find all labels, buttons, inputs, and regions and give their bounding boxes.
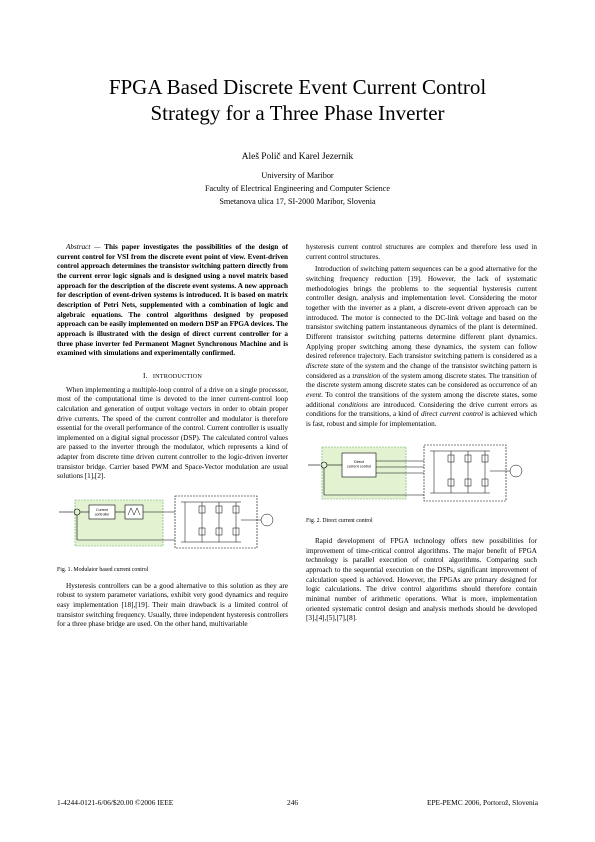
para1-text-e: are introduced. Considering the drive current errors as conditions for the transitions, a kind of: [306, 400, 538, 419]
intro-paragraph-2: Hysteresis controllers can be a good alternative to this solution as they are robust to system parameter variations, exhibit very good dynamics and require easy implementation [18],[19]. Their main drawback is a limited control of transistor switching frequency. Usually, three independent hysteresis controllers for a three phase bridge are used. On the other hand, multivariable: [57, 581, 288, 629]
figure-2: [306, 441, 537, 513]
para1-text-b: of the system and the change of the transistor switching pattern is considered as a: [306, 361, 538, 380]
abstract-label: Abstract —: [66, 243, 101, 251]
para1-term-conditions: conditions: [338, 400, 368, 409]
fig1-block-label: Current controller: [94, 508, 110, 517]
right-paragraph-2: Rapid development of FPGA technology offers new possibilities for improvement of time-critical control algorithms. The major benefit of FPGA technology is parallel execution of control algorithms. Comparing such approach to the sequential execution on the DSPs, significant improvement of calculation speed is achieved. However, the FPGAs are primary designed for logic calculations. The drive control algorithms should therefore contain minimal number of arithmetic operations. What is more, implementation oriented systematic control design and analysis methods should be developed [3],[4],[5],[7],[8].: [306, 537, 537, 623]
section-number: I.: [142, 370, 148, 380]
abstract-text: This paper investigates the possibilities of the design of current control for VSI from the discrete event point of view. Event-driven control approach determines the transistor switching pattern directly from the current error logic signals and is designed using a novel matrix based approach for the description of the discrete event systems. A new approach for description of event-driven systems is introduced. It is based on matrix description of Petri Nets, supplemented with a combination of logic and algebraic equations. The control algorithms designed by proposed approach can be easily implemented on modern DSP an FPGA devices. The approach is illustrated with the design of direct current controller for a three phase inverter fed Permanent Magnet Synchronous Machine and is examined with simulations and experimentally confirmed.: [57, 243, 289, 358]
para1-term-event: event: [306, 390, 322, 399]
footer-page-number: 246: [287, 798, 299, 807]
para1-text-a: Introduction of switching pattern sequences can be a good alternative for the switching frequency reduction [19]. However, the lack of systematic methodologies brings the problems to the sequential hysteresis current controller design, analysis and implementation level. Considering the motor together with the inverter as a plant, a discrete-event driven approach can be introduced. The motor is connected to the DC-link voltage and based on the transistor switching pattern instantaneous dynamics of the plant is determined. Different transistor switching patterns determine different plant dynamics. Applying proper switching among these dynamics, the system can follow desired reference trajectory. Each transistor switching pattern is considered as a: [306, 265, 537, 361]
section-heading-introduction: [57, 371, 288, 382]
figure-1: [57, 492, 288, 562]
section-title: INTRODUCTION: [152, 372, 202, 380]
para1-text-f: is achieved which is fast, robust and simple for implementation.: [306, 410, 537, 428]
title-line-1: FPGA Based Discrete Event Current Control: [108, 75, 487, 99]
affiliation-faculty: Faculty of Electrical Engineering and Computer Science: [204, 184, 391, 193]
para1-term-discrete-state: discrete state: [306, 361, 345, 370]
right-paragraph-1: [306, 265, 537, 429]
left-column: [57, 243, 288, 630]
affiliation-university: University of Maribor: [261, 171, 334, 180]
figure-2-caption: Fig. 2. Direct current control: [306, 518, 373, 525]
fig2-block-label: Direct current control: [346, 460, 372, 469]
right-column: [306, 243, 537, 624]
footer-conference: EPE-PEMC 2006, Portorož, Slovenia: [426, 798, 538, 807]
para1-term-transition: transition: [352, 371, 381, 380]
figure-2-diagram: [306, 441, 537, 513]
paper-title: [40, 74, 555, 126]
figure-1-diagram: [57, 492, 288, 562]
abstract: [57, 243, 288, 359]
para1-text-c: of the system among discrete states. The transition of the discrete system among discrete states can be considered as occurrence of an: [306, 371, 537, 390]
footer-copyright: 1-4244-0121-6/06/$20.00 ©2006 IEEE: [57, 798, 174, 807]
para1-text-d: . To control the transitions of the system among the discrete states, some additional: [306, 390, 537, 409]
title-line-2: Strategy for a Three Phase Inverter: [150, 101, 445, 125]
figure-1-caption: Fig. 1. Modulator based current control: [57, 567, 149, 574]
para1-term-direct-current-control: direct current control: [421, 410, 483, 419]
authors: Aleš Polič and Karel Jezernik: [241, 152, 354, 162]
affiliation-address: Smetanova ulica 17, SI-2000 Maribor, Slovenia: [219, 197, 376, 206]
affiliation: [40, 169, 555, 208]
right-paragraph-0: hysteresis current control structures are complex and therefore less used in current control structures.: [306, 243, 537, 261]
intro-paragraph-1: When implementing a multiple-loop control of a drive on a single processor, most of the computational time is devoted to the inner current-control loop calculation and generation of output voltage vectors in order to obtain proper drive currents. The speed of the current controller and modulator is therefore essential for the overall performance of the control. Current controller is usually implemented on a digital signal processor (DSP). The calculated control values are passed to the inverter through the modulator, which represents a kind of adapter from discrete time driven current controller to the logic-driven inverter transistor bridge. Carrier based PWM and Space-Vector modulation are usual solutions [1],[2].: [57, 385, 288, 481]
